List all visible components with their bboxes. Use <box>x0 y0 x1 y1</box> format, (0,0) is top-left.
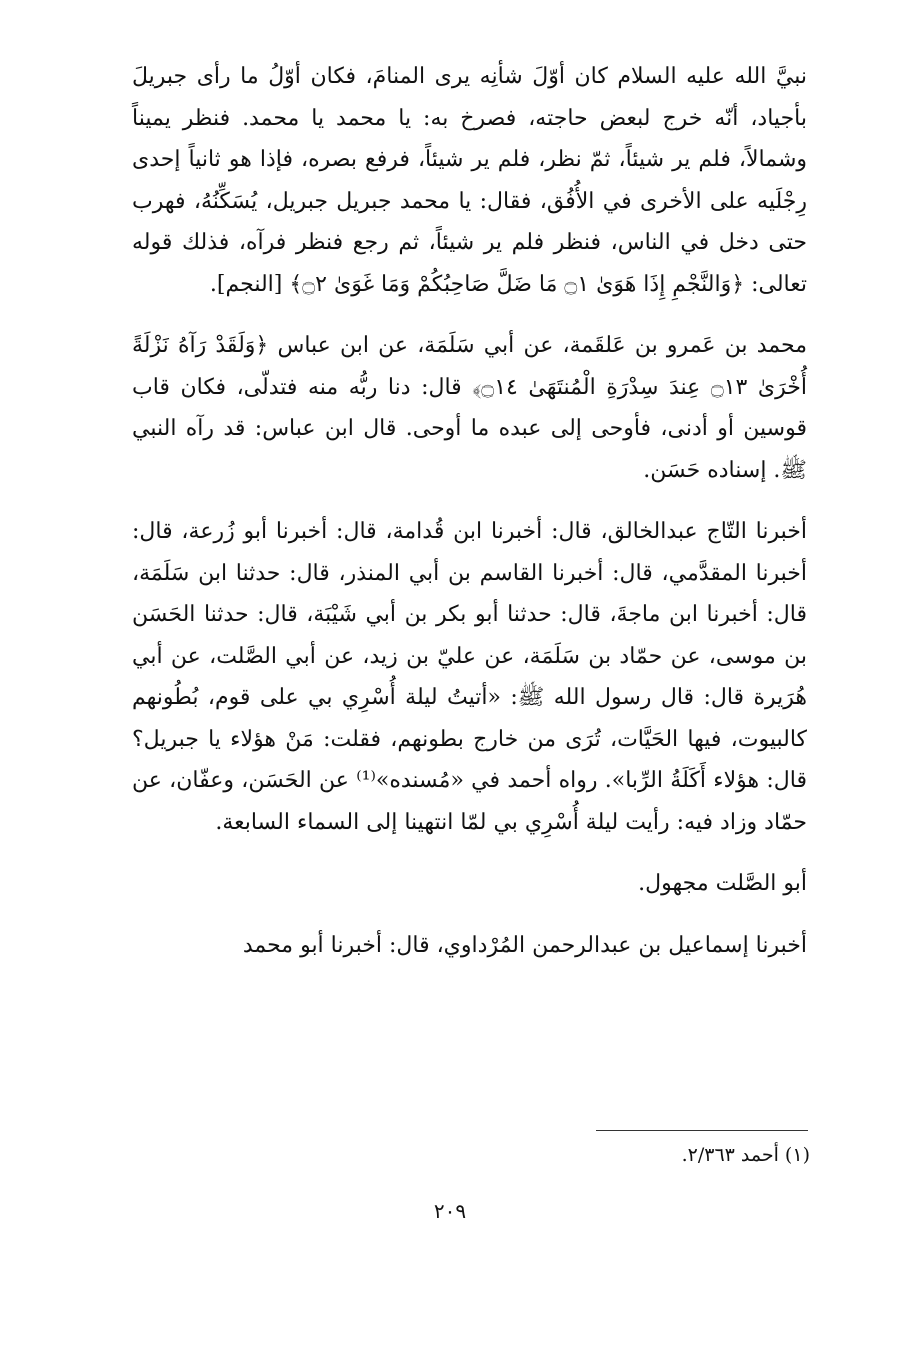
page-number: ٢٠٩ <box>433 1199 467 1223</box>
paragraph-1: نبيَّ الله عليه السلام كان أوّلَ شأنِه يرى المنامَ، فكان أوّلُ ما رأى جبريلَ بأجياد، أنّه خرج لبعض حاجته، فصرخ به: يا محمد يا محمد. فنظر يميناً وشمالاً، فلم ير شيئاً، ثمّ نظر، فلم ير شيئاً، فرفع بصره، فإذا هو ثانياً إحدى رِجْلَيه على الأخرى في الأُفُق، فقال: يا محمد جبريل جبريل، يُسَكِّنُهُ، فهرب حتى دخل في الناس، فنظر فلم ير شيئاً، ثم رجع فنظر فرآه، فذلك قوله تعالى: ﴿وَالنَّجْمِ إِذَا هَوَىٰ ۝١ مَا ضَلَّ صَاحِبُكُمْ وَمَا غَوَىٰ ۝٢﴾ [النجم]. <box>132 64 807 297</box>
paragraph-2: محمد بن عَمرو بن عَلقَمة، عن أبي سَلَمَة، عن ابن عباس ﴿وَلَقَدْ رَآهُ نَزْلَةً أُخْرَىٰ ۝١٣ عِندَ سِدْرَةِ الْمُنتَهَىٰ ۝١٤﴾ قال: دنا ربُّه منه فتدلّى، فكان قاب قوسين أو أدنى، فأوحى إلى عبده ما أوحى. قال ابن عباس: قد رآه النبي ﷺ. إسناده حَسَن. <box>132 333 807 483</box>
footnote-1: (١) أحمد ٢/٣٦٣. <box>681 1144 810 1166</box>
footnote-divider <box>596 1130 808 1131</box>
paragraph-3: أخبرنا التّاج عبدالخالق، قال: أخبرنا ابن قُدامة، قال: أخبرنا أبو زُرعة، قال: أخبرنا المقدَّمي، قال: أخبرنا القاسم بن أبي المنذر، قال: حدثنا ابن سَلَمَة، قال: أخبرنا ابن ماجةَ، قال: حدثنا أبو بكر بن أبي شَيْبَة، قال: حدثنا الحَسَن بن موسى، عن حمّاد بن سَلَمَة، عن عليّ بن زيد، عن أبي الصَّلت، عن أبي هُرَيرة قال: قال رسول الله ﷺ: «أتيتُ ليلة أُسْرِي بي على قوم، بُطُونهم كالبيوت، فيها الحَيَّات، تُرَى من خارج بطونهم، فقلت: مَنْ هؤلاء يا جبريل؟ قال: هؤلاء أَكَلَةُ الرِّبا». رواه أحمد في «مُسنده»⁽¹⁾ عن الحَسَن، وعفّان، عن حمّاد وزاد فيه: رأيت ليلة أُسْرِي بي لمّا انتهينا إلى السماء السابعة. <box>132 519 807 835</box>
main-text <box>132 56 807 986</box>
paragraph-4: أبو الصَّلت مجهول. <box>638 871 807 896</box>
paragraph-5: أخبرنا إسماعيل بن عبدالرحمن المُرْداوي، قال: أخبرنا أبو محمد <box>242 932 807 958</box>
